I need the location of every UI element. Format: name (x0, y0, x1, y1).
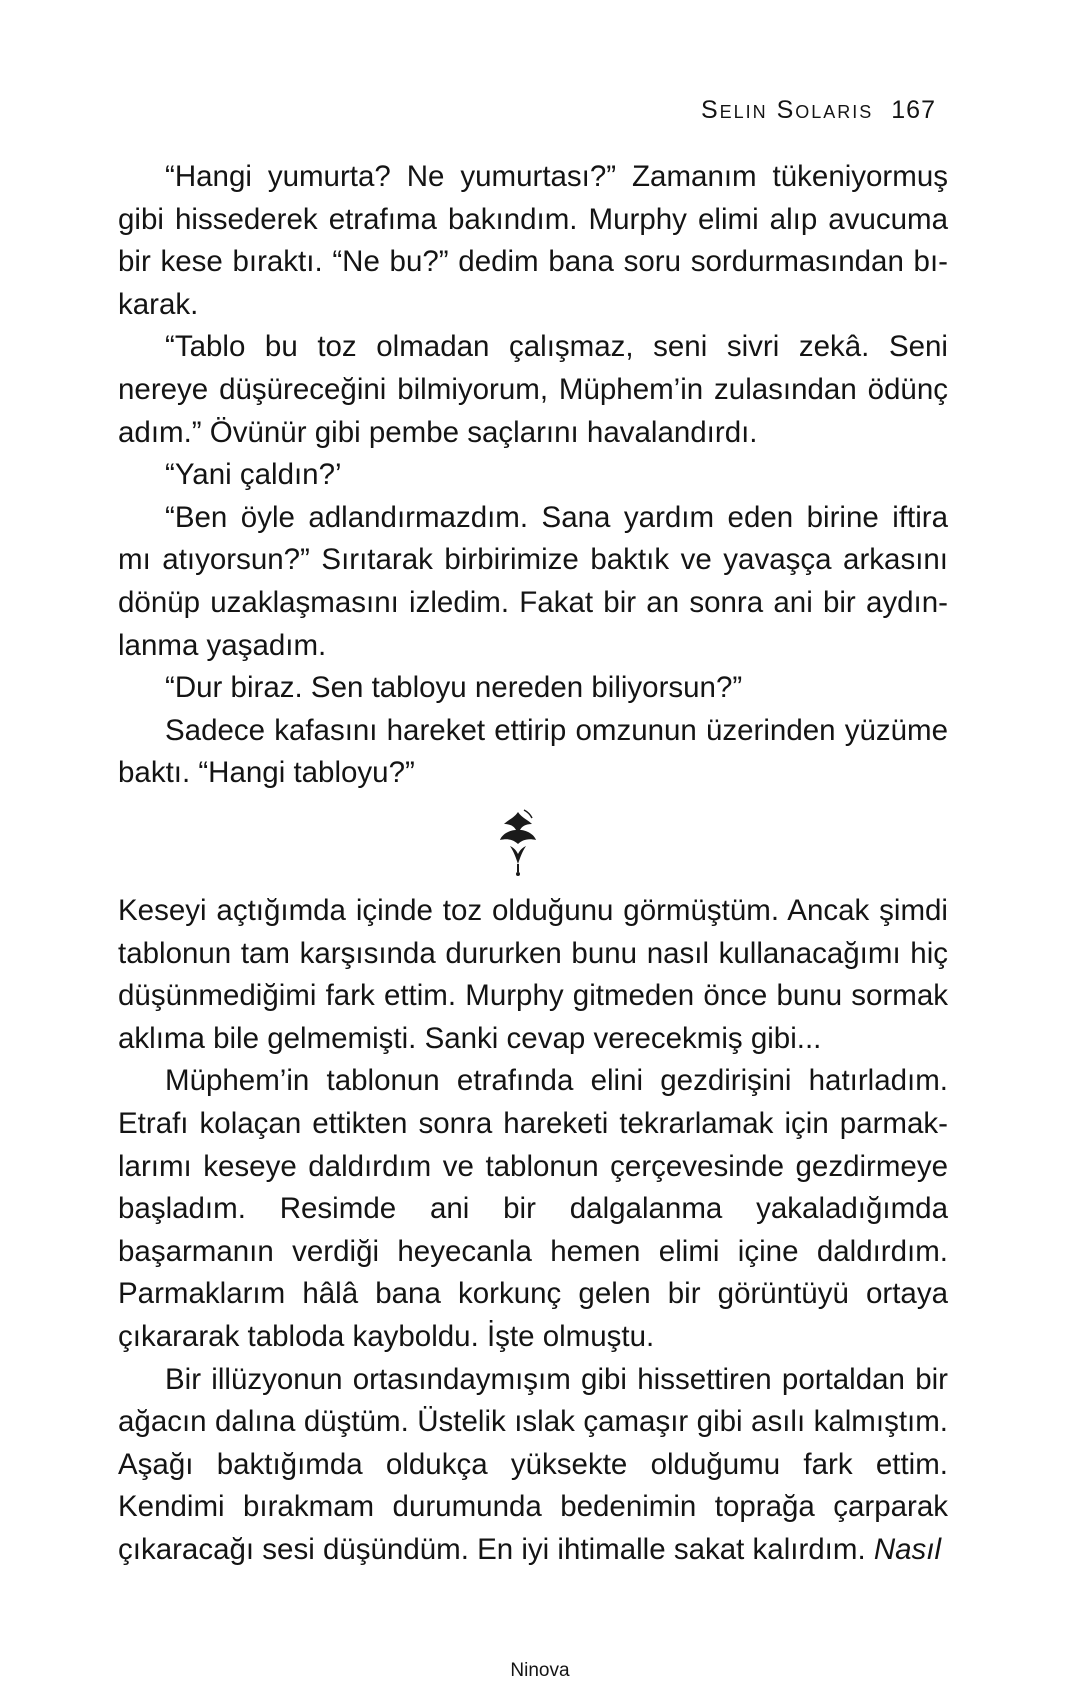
book-title: Selin Solaris (700, 96, 874, 124)
flourish-ornament-icon (488, 808, 548, 878)
paragraph: “Dur biraz. Sen tabloyu nereden biliyorsun?” (165, 671, 743, 705)
paragraph: “Yani çaldın?’ (165, 458, 342, 492)
paragraph (118, 1359, 948, 1572)
running-head (701, 96, 936, 125)
paragraph: “Ben öyle adlandırmazdım. Sana yardım eden birine iftira mı atıyorsun?” Sırıtarak birbirimize baktık ve yavaşça arkasını dönüp uzaklaşmasını izledim. Fakat bir an sonra ani bir aydınlanma yaşadım. (118, 500, 948, 662)
italic-word: Nasıl (873, 1532, 942, 1566)
paragraph: “Tablo bu toz olmadan çalışmaz, seni sivri zekâ. Seni nereye düşüreceğini bilmiyorum, Müphem’in zulasından ödünç adım.” Övünür gibi pembe saçlarını havalandırdı. (118, 330, 948, 449)
paragraph-text: Bir illüzyonun ortasındaymışım gibi hissettiren portaldan bir ağacın dalına düştüm. Üstelik ıslak çamaşır gibi asılı kalmıştım. Aşağı baktığımda oldukça yüksekte olduğumu fark ettim. Kendimi bırakmam durumunda bedenimin toprağa çarparak çıkaracağı sesi düşündüm. En iyi ihtimalle sakat kalırdım. (118, 1362, 948, 1566)
publisher-footer: Ninova (510, 1660, 570, 1681)
text-section-2 (118, 890, 948, 1572)
paragraph: Sadece kafasını hareket ettirip omzunun üzerinden yüzüme baktı. “Hangi tabloyu?” (118, 713, 948, 790)
paragraph: Keseyi açtığımda içinde toz olduğunu görmüştüm. Ancak şimdi tablonun tam karşısında dururken bunu nasıl kullanacağımı hiç düşünmediğimi fark ettim. Murphy gitmeden önce bunu sormak aklıma bile gelmemişti. Sanki cevap verecekmiş gibi... (118, 894, 948, 1055)
text-section-1 (118, 156, 948, 795)
paragraph: “Hangi yumurta? Ne yumurtası?” Zamanım tükeniyormuş gibi hissederek etrafıma bakındım. Murphy elimi alıp avucuma bir kese bıraktı. “Ne bu?” dedim bana soru sordurmasından bıkarak. (118, 160, 948, 321)
paragraph: Müphem’in tablonun etrafında elini gezdirişini hatırladım. Etrafı kolaçan ettikten sonra hareketi tekrarlamak için parmaklarımı keseye daldırdım ve tablonun çerçevesinde gezdirmeye başladım. Resimde ani bir dalgalanma yakaladığımda başarmanın verdiği heyecanla hemen elimi içine daldırdım. Parmaklarım hâlâ bana korkunç gelen bir görüntüyü ortaya çıkararak tabloda kayboldu. İşte olmuştu. (118, 1064, 948, 1353)
page-number: 167 (891, 96, 936, 124)
